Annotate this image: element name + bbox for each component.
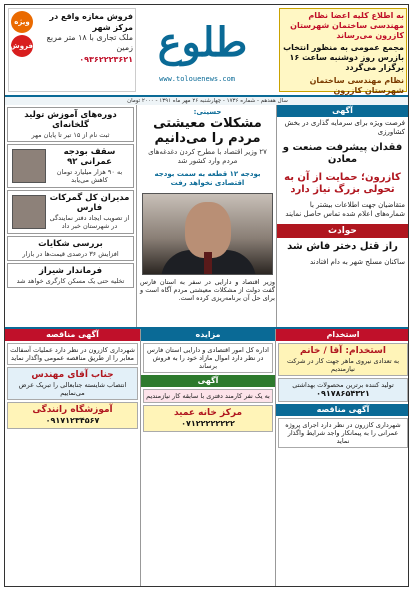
- kazerun-headline: کازرون؛ حمایت از آن به تحولی بزرگ نیاز دارد: [284, 172, 401, 195]
- amid-center-ad: [143, 405, 273, 432]
- special-badge: ویژه: [11, 11, 33, 33]
- masthead-notice-ad: [279, 8, 407, 95]
- industry-headline: فقدان پیشرفت صنعت و معادن: [282, 142, 403, 165]
- lead-headline: مشکلات معیشتی مردم را می‌دانیم: [153, 116, 262, 146]
- budget-story: [7, 144, 134, 188]
- customs-text: از تصویب ایجاد دفتر نمایندگی در شهرستان خبر داد: [49, 214, 130, 230]
- website-url: www.tolouenews.com: [159, 75, 235, 83]
- crime-headline: راز قتل دختر فاش شد: [287, 241, 398, 252]
- minister-photo: [142, 193, 273, 275]
- congrats-ad: [7, 367, 138, 400]
- right-column: [276, 105, 408, 327]
- amid-center-phone: ۰۷۱۲۲۲۲۲۲۲۲: [181, 419, 235, 428]
- auction-header: مزایده: [141, 329, 275, 341]
- sale-badge: فروش: [11, 35, 33, 57]
- complaints-headline: بررسی شکایات: [38, 239, 103, 249]
- tender-header: آگهی مناقصه: [276, 404, 409, 416]
- driving-school-ad: [7, 402, 138, 429]
- greenhouse-text: ثبت نام از ۱۵ تیر تا پایان مهر: [31, 131, 110, 139]
- notice-text: فرصت ویژه برای سرمایه گذاری در بخش کشاورزی: [284, 119, 405, 136]
- dateline: سال هفدهم - شماره ۱۷۳۶ - چهارشنبه ۲۶ مهر ماه ۱۳۹۱ - ۲۰۰۰ تومان: [5, 97, 409, 105]
- customs-thumbnail: [12, 195, 46, 229]
- budget-text: به ۹۰ هزار میلیارد تومان کاهش می‌یابد: [56, 168, 123, 184]
- left-column: [5, 105, 137, 327]
- asphalt-tender-ad: شهرداری کازرون در نظر دارد عملیات آسفالت معابر را از طریق مناقصه عمومی واگذار نماید: [7, 343, 138, 365]
- hygiene-ad-text: تولید کننده برترین محصولات بهداشتی: [292, 381, 394, 389]
- classifieds-column-2: [140, 329, 275, 587]
- classifieds-column-3: [5, 329, 140, 587]
- lead-story: [137, 105, 278, 327]
- tender-ad: شهرداری کازرون در نظر دارد اجرای پروژه عمرانی را به پیمانکار واجد شرایط واگذار نماید: [278, 418, 408, 448]
- greenhouse-story: [7, 107, 134, 142]
- hygiene-ad: [278, 378, 408, 402]
- complaints-text: افزایش ۳۶ درصدی قیمت‌ها در بازار: [22, 250, 119, 258]
- amid-center-title: مرکز خانه عمید: [173, 408, 243, 418]
- lead-kicker: حسینی:: [193, 108, 222, 116]
- lead-deck: بودجه ۱۲ قطعه به سمت بودجه اقتصادی نخواهد رفت: [154, 170, 261, 187]
- budget-thumbnail: [12, 149, 46, 183]
- congrats-title: جناب آقای مهندس: [31, 370, 114, 380]
- lead-body: وزیر اقتصاد و دارایی در سفر به استان فارس گفت دولت از مشکلات معیشتی مردم آگاه است و برای حل آن برنامه‌ریزی کرده است.: [140, 278, 275, 302]
- hiring-ad: به یک نفر کارمند دفتری با سابقه کار نیازمندیم: [143, 389, 273, 403]
- governor-headline: فرماندار شیراز: [38, 266, 103, 276]
- masthead-notice-line2: مجمع عمومی به منظور انتخاب بازرس روز دوشنبه ساعت ۱۶ برگزار می‌گردد: [283, 43, 404, 72]
- hygiene-ad-phone: ۰۹۱۷۸۶۵۴۳۲۱: [316, 389, 370, 398]
- sale-ad-title: فروش مغازه واقع در مرکز شهر: [49, 12, 133, 32]
- customs-headline: مدیران کل گمرکات فارس: [49, 193, 130, 213]
- asphalt-tender-header: آگهی مناقصه: [5, 329, 140, 341]
- newspaper-logo: طلوع: [157, 19, 248, 66]
- lead-subhead: ۲۷ وزیر اقتصاد با مطرح کردن دغدغه‌های مردم وارد کشور شد: [148, 148, 267, 165]
- classifieds-column-1: [275, 329, 409, 587]
- masthead: [5, 5, 409, 97]
- congrats-text: انتصاب شایسته جنابعالی را تبریک عرض می‌نماییم: [18, 381, 127, 397]
- notice-title: آگهی: [277, 105, 408, 117]
- governor-story: [7, 263, 134, 288]
- crime-body: ساکنان مسلح شهر به دام افتادند: [310, 258, 405, 266]
- sale-ad-detail: ملک تجاری با ۱۸ متر مربع زمین: [46, 33, 133, 52]
- newspaper-page: [4, 4, 409, 587]
- masthead-sale-ad: [8, 8, 136, 92]
- masthead-notice-line1: به اطلاع کلیه اعضا نظام مهندسی ساختمان شهرستان کازرون می‌رساند: [290, 11, 404, 40]
- employment-ad: [278, 343, 408, 376]
- employment-header: استخدام: [276, 329, 409, 341]
- greenhouse-headline: دوره‌های آموزش تولید گلخانه‌ای: [24, 110, 117, 130]
- driving-school-phone: ۰۹۱۷۱۲۳۴۵۶۷: [45, 416, 100, 425]
- classifieds-section: [5, 327, 409, 587]
- employment-ad-text: به تعدادی نیروی ماهر جهت کار در شرکت نیازمندیم: [286, 357, 400, 373]
- contact-notice: متقاضیان جهت اطلاعات بیشتر با شماره‌های اعلام شده تماس حاصل نمایند: [285, 201, 405, 218]
- complaints-story: [7, 236, 134, 261]
- auction-ad: اداره کل امور اقتصادی و دارایی استان فارس در نظر دارد اموال مازاد خود را به فروش برساند: [143, 343, 273, 373]
- customs-story: [7, 190, 134, 234]
- incidents-section-header: حوادث: [277, 224, 408, 238]
- photo-face: [185, 202, 231, 258]
- employment-ad-title: استخدام: آقا / خانم: [300, 346, 386, 356]
- budget-headline: سقف بودجه عمرانی ۹۲: [63, 147, 116, 167]
- masthead-notice-line3: نظام مهندسی ساختمان شهرستان کازرون: [309, 76, 404, 95]
- sale-ad-phone: ۰۹۳۶۲۲۲۳۶۲۱: [79, 55, 133, 64]
- hiring-header: آگهی: [141, 375, 275, 387]
- governor-text: تخلیه حتی یک مسکن کارگری خواهد شد: [16, 277, 125, 285]
- photo-tie: [204, 252, 212, 275]
- driving-school-title: آموزشگاه رانندگی: [32, 405, 113, 415]
